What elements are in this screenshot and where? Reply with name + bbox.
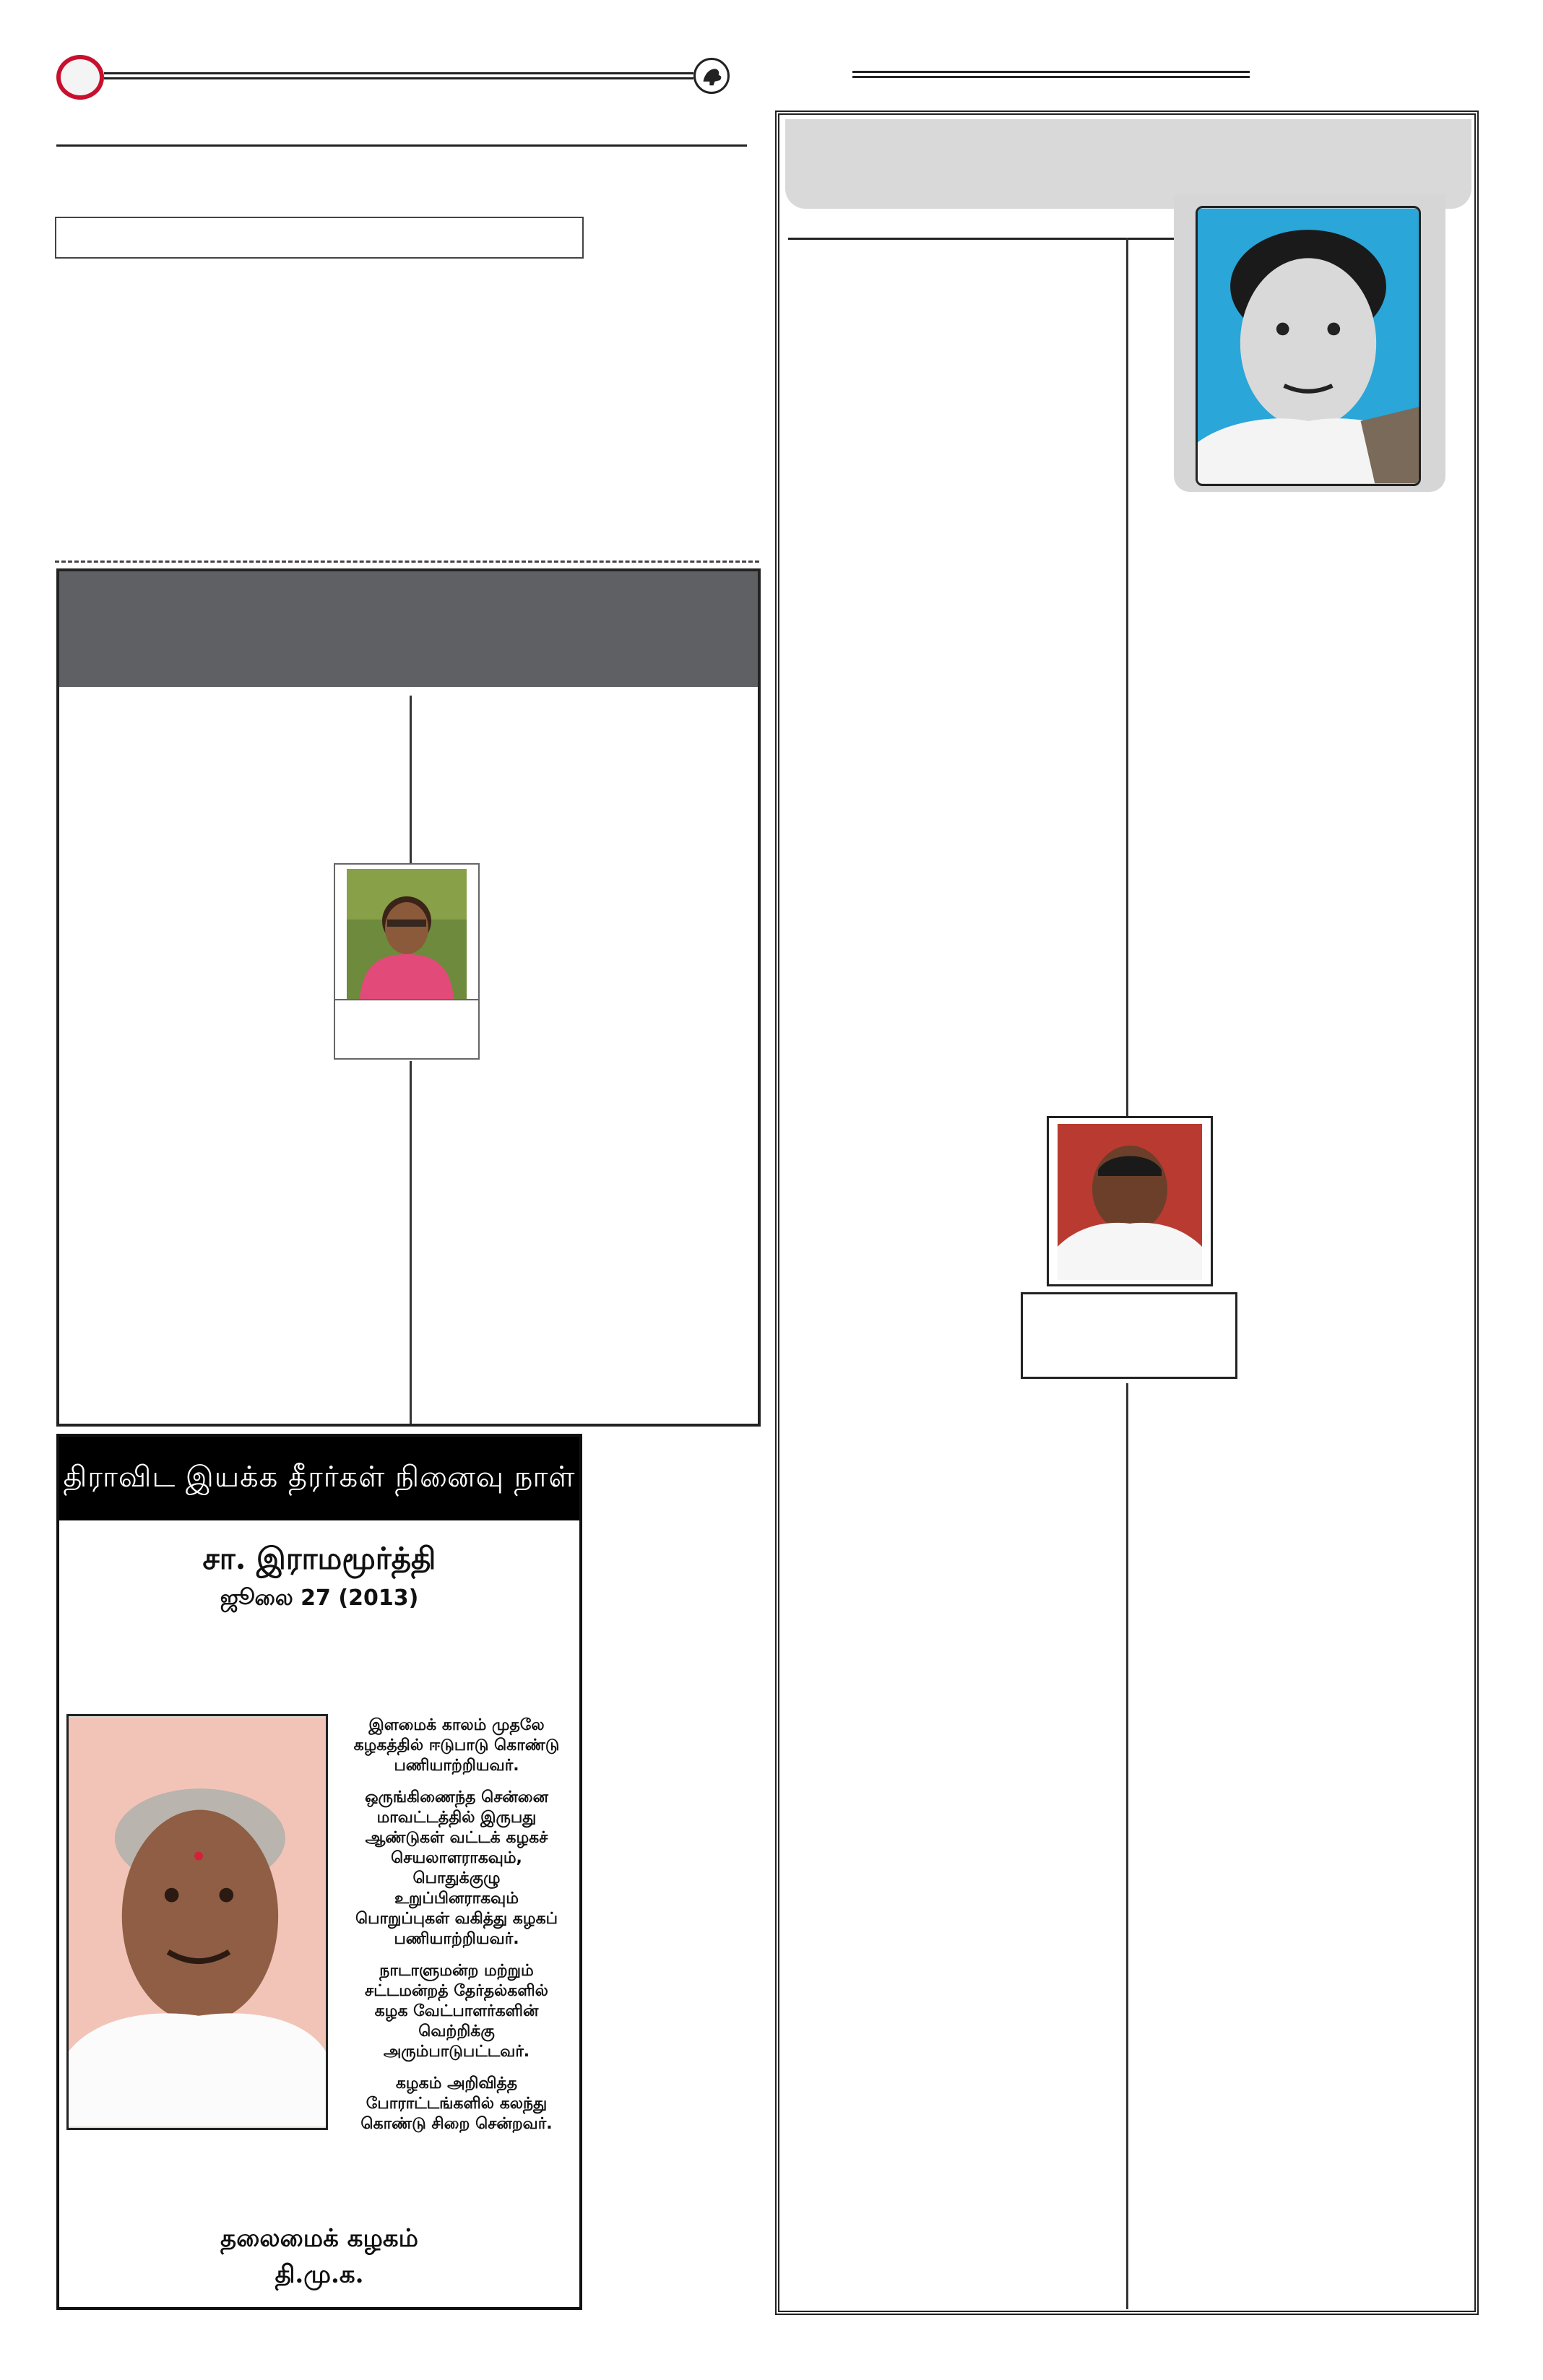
memorial-date: ஜூலை 27 (2013) [220,1585,419,1611]
header-rule [104,72,693,79]
right-caption-box [1021,1292,1237,1379]
left-boxed-article [56,568,761,1427]
leader-portrait-photo [1196,206,1421,486]
left-subheading-box [55,217,584,259]
right-boxed-article [775,111,1479,2315]
header-accent-circle [56,55,104,100]
memorial-paragraph: நாடாளுமன்ற மற்றும் சட்டமன்றத் தேர்தல்களில் கழக வேட்பாளர்களின் வெற்றிக்கு அரும்பாடுபட்டவர். [365,1962,548,2061]
right-column-divider-top [1126,238,1128,1227]
memorial-portrait-photo [66,1714,328,2130]
memorial-banner [59,1437,579,1520]
left-top-rule [56,144,747,147]
memorial-signature-2: தி.மு.க. [275,2260,364,2289]
left-box-column-divider-bottom [410,1061,412,1424]
right-inline-photo-frame [1047,1116,1213,1286]
memorial-name: சா. இராமமூர்த்தி [202,1541,436,1576]
memorial-text-column [348,1715,565,2146]
left-box-header [59,571,758,687]
memorial-paragraph: ஒருங்கிணைந்த சென்னை மாவட்டத்தில் இருபது ஆண்டுகள் வட்டக் கழகச் செயலாளராகவும், பொதுக்குழு உறுப்பினராகவும் பொறுப்புகள் வகித்து கழகப் பணியாற்றியவர். [355,1788,558,1948]
portrait-photo [347,869,467,999]
memorial-paragraph: இளமைக் காலம் முதலே கழகத்தில் ஈடுபாடு கொண்டு பணியாற்றியவர். [353,1716,560,1775]
right-lead-photo-frame [1174,194,1445,492]
memorial-notice [56,1434,582,2310]
memorial-banner-text: திராவிட இயக்க தீரர்கள் நினைவு நாள் [63,1460,576,1494]
right-rule [788,238,1178,240]
portrait-caption-box [335,999,478,1058]
memorial-paragraph: கழகம் அறிவித்த போராட்டங்களில் கலந்து கொண்டு சிறை சென்றவர். [360,2074,553,2133]
memorial-signature-1: தலைமைக் கழகம் [220,2224,418,2253]
left-box-photo-frame [334,863,480,1060]
party-emblem-icon [693,58,730,94]
header-rule-right [852,71,1250,78]
right-column-divider-bottom [1126,1383,1128,2309]
speaker-photo [1058,1124,1202,1280]
left-dashed-divider [55,561,759,563]
